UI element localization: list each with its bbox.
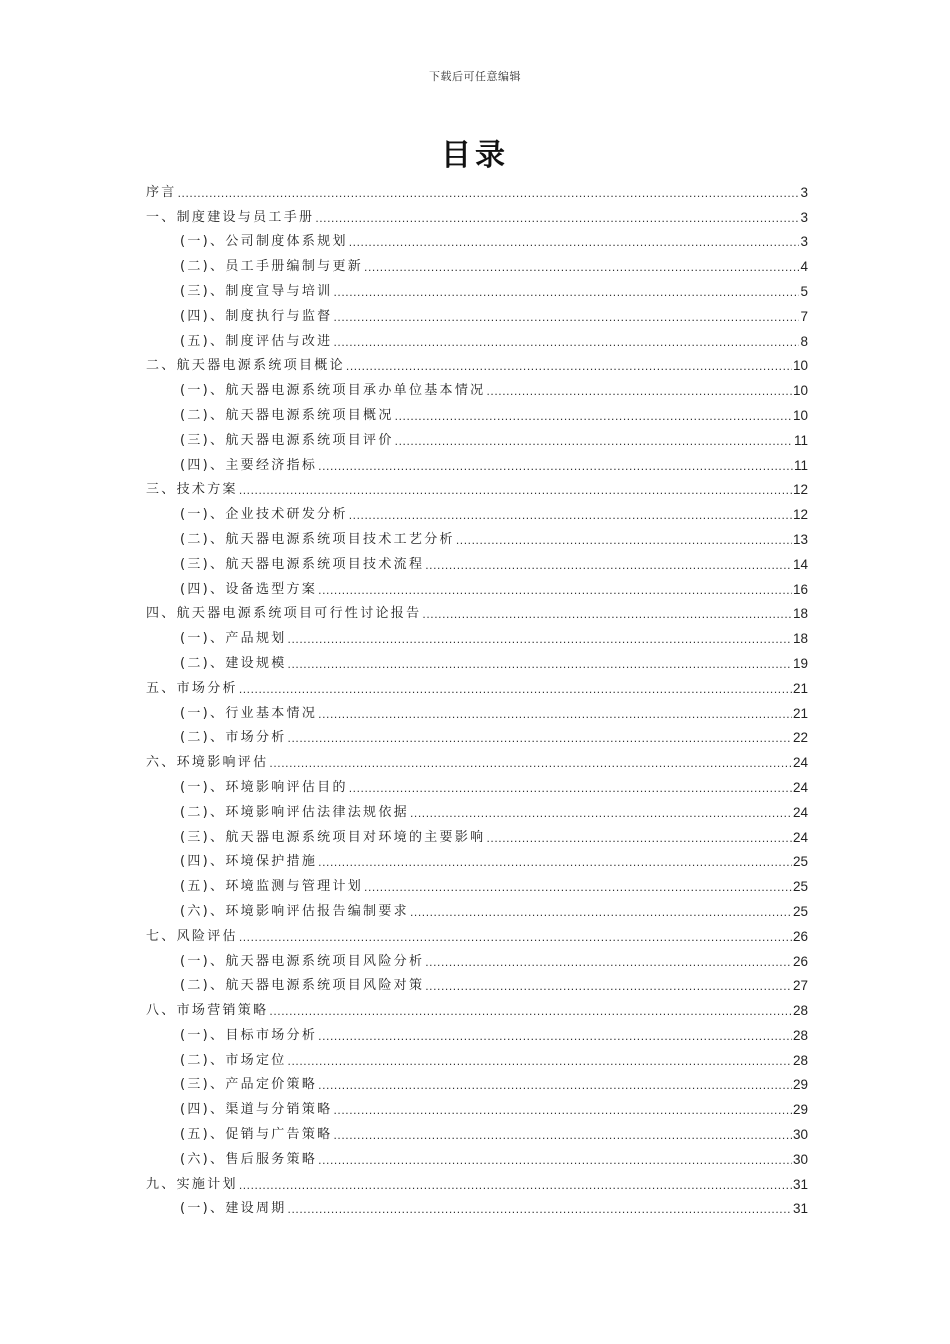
toc-dot-leader	[315, 210, 799, 226]
toc-page-number: 21	[792, 705, 808, 721]
toc-page-number: 27	[792, 978, 808, 994]
toc-page-number: 22	[792, 730, 808, 746]
toc-dot-leader	[288, 730, 792, 746]
toc-dot-leader	[425, 978, 792, 994]
toc-dot-leader	[269, 755, 792, 771]
toc-section-entry[interactable]	[146, 821, 808, 846]
toc-section-entry[interactable]	[146, 548, 808, 573]
toc-page-number: 11	[793, 457, 808, 473]
toc-entry-title: 一、制度建设与员工手册	[146, 209, 315, 225]
toc-page-number: 3	[800, 184, 808, 200]
toc-dot-leader	[239, 681, 792, 697]
toc-page-number: 25	[792, 854, 808, 870]
toc-chapter-entry[interactable]	[146, 350, 808, 375]
toc-chapter-entry[interactable]	[146, 672, 808, 697]
table-of-contents	[146, 176, 808, 1217]
toc-section-entry[interactable]	[146, 325, 808, 350]
toc-section-entry[interactable]	[146, 498, 808, 523]
toc-section-entry[interactable]	[146, 573, 808, 598]
toc-page-number: 4	[800, 259, 808, 275]
toc-entry-title: 序言	[146, 184, 177, 200]
toc-section-entry[interactable]	[146, 275, 808, 300]
toc-dot-leader	[333, 309, 799, 325]
toc-dot-leader	[288, 656, 792, 672]
toc-page-number: 26	[792, 953, 808, 969]
toc-dot-leader	[318, 706, 792, 722]
toc-page-number: 28	[792, 1003, 808, 1019]
toc-section-entry[interactable]	[146, 226, 808, 251]
toc-chapter-entry[interactable]	[146, 201, 808, 226]
toc-dot-leader	[318, 854, 792, 870]
toc-entry-title: (四)、设备选型方案	[180, 581, 318, 597]
toc-section-entry[interactable]	[146, 722, 808, 747]
toc-page-number: 24	[792, 829, 808, 845]
toc-dot-leader	[318, 1028, 792, 1044]
toc-section-entry[interactable]	[146, 697, 808, 722]
toc-section-entry[interactable]	[146, 771, 808, 796]
toc-dot-leader	[364, 259, 799, 275]
toc-entry-title: 五、市场分析	[146, 680, 238, 696]
toc-section-entry[interactable]	[146, 449, 808, 474]
toc-section-entry[interactable]	[146, 970, 808, 995]
toc-chapter-entry[interactable]	[146, 920, 808, 945]
toc-page-number: 30	[792, 1127, 808, 1143]
toc-dot-leader	[486, 383, 792, 399]
toc-page-number: 10	[792, 358, 808, 374]
toc-page-number: 24	[792, 804, 808, 820]
toc-page-number: 31	[792, 1176, 808, 1192]
toc-entry-title: (二)、航天器电源系统项目概况	[180, 407, 394, 423]
toc-entry-title: (一)、公司制度体系规划	[180, 234, 348, 250]
toc-dot-leader	[395, 433, 793, 449]
toc-dot-leader	[364, 879, 792, 895]
toc-entry-title: (二)、航天器电源系统项目技术工艺分析	[180, 531, 455, 547]
toc-dot-leader	[239, 929, 792, 945]
toc-dot-leader	[288, 631, 792, 647]
toc-page-number: 10	[792, 383, 808, 399]
toc-page-number: 28	[792, 1027, 808, 1043]
toc-entry-title: (一)、环境影响评估目的	[180, 779, 348, 795]
toc-entry-title: (五)、制度评估与改进	[180, 333, 333, 349]
toc-title: 目录	[441, 138, 509, 173]
toc-dot-leader	[486, 830, 792, 846]
toc-page-number: 25	[792, 879, 808, 895]
toc-page-number: 14	[792, 556, 808, 572]
toc-section-entry[interactable]	[146, 895, 808, 920]
toc-page-number: 13	[792, 531, 808, 547]
toc-page-number: 12	[792, 482, 808, 498]
toc-page-number: 10	[792, 407, 808, 423]
toc-entry-title: (四)、主要经济指标	[180, 457, 318, 473]
toc-section-entry[interactable]	[146, 796, 808, 821]
toc-entry-title: (四)、渠道与分销策略	[180, 1102, 333, 1118]
toc-entry-title: (二)、建设规模	[180, 655, 287, 671]
toc-entry-title: 九、实施计划	[146, 1176, 238, 1192]
toc-entry-title: (六)、售后服务策略	[180, 1151, 318, 1167]
toc-section-entry[interactable]	[146, 846, 808, 871]
toc-page-number: 3	[800, 234, 808, 250]
toc-dot-leader	[288, 1201, 792, 1217]
toc-entry-title: 六、环境影响评估	[146, 755, 269, 771]
toc-entry-title: (一)、目标市场分析	[180, 1027, 318, 1043]
toc-section-entry[interactable]	[146, 647, 808, 672]
toc-page-number: 28	[792, 1052, 808, 1068]
toc-dot-leader	[318, 1077, 792, 1093]
toc-dot-leader	[410, 904, 792, 920]
toc-entry-title: (三)、制度宣导与培训	[180, 283, 333, 299]
toc-entry-title: (二)、市场分析	[180, 730, 287, 746]
toc-section-entry[interactable]	[146, 424, 808, 449]
toc-entry-title: (三)、产品定价策略	[180, 1077, 318, 1093]
toc-section-entry[interactable]	[146, 622, 808, 647]
toc-dot-leader	[269, 1003, 792, 1019]
toc-page-number: 29	[792, 1102, 808, 1118]
toc-dot-leader	[333, 334, 799, 350]
toc-chapter-entry[interactable]	[146, 176, 808, 201]
toc-dot-leader	[178, 185, 800, 201]
toc-dot-leader	[318, 582, 792, 598]
toc-dot-leader	[333, 1102, 792, 1118]
toc-dot-leader	[349, 234, 800, 250]
toc-dot-leader	[425, 954, 792, 970]
toc-entry-title: (一)、企业技术研发分析	[180, 507, 348, 523]
toc-dot-leader	[239, 482, 792, 498]
toc-entry-title: (三)、航天器电源系统项目对环境的主要影响	[180, 829, 486, 845]
toc-page-number: 7	[800, 308, 808, 324]
toc-dot-leader	[346, 358, 792, 374]
toc-section-entry[interactable]	[146, 300, 808, 325]
toc-entry-title: (二)、员工手册编制与更新	[180, 259, 364, 275]
toc-page-number: 25	[792, 903, 808, 919]
toc-section-entry[interactable]	[146, 1019, 808, 1044]
toc-entry-title: (一)、产品规划	[180, 631, 287, 647]
toc-entry-title: 三、技术方案	[146, 482, 238, 498]
toc-entry-title: (二)、环境影响评估法律法规依据	[180, 804, 409, 820]
toc-dot-leader	[333, 284, 799, 300]
toc-dot-leader	[425, 557, 792, 573]
toc-entry-title: 四、航天器电源系统项目可行性讨论报告	[146, 606, 422, 622]
toc-dot-leader	[349, 780, 792, 796]
toc-entry-title: 二、航天器电源系统项目概论	[146, 358, 345, 374]
toc-page-number: 16	[792, 581, 808, 597]
toc-dot-leader	[318, 1152, 792, 1168]
toc-section-entry[interactable]	[146, 250, 808, 275]
toc-entry-title: (一)、航天器电源系统项目承办单位基本情况	[180, 383, 486, 399]
toc-section-entry[interactable]	[146, 1118, 808, 1143]
toc-page-number: 24	[792, 779, 808, 795]
toc-section-entry[interactable]	[146, 399, 808, 424]
toc-dot-leader	[456, 532, 792, 548]
toc-entry-title: (四)、制度执行与监督	[180, 308, 333, 324]
toc-page-number: 19	[792, 655, 808, 671]
toc-entry-title: (六)、环境影响评估报告编制要求	[180, 903, 409, 919]
toc-dot-leader	[422, 606, 792, 622]
toc-page-number: 29	[792, 1077, 808, 1093]
toc-entry-title: 八、市场营销策略	[146, 1003, 269, 1019]
toc-chapter-entry[interactable]	[146, 746, 808, 771]
toc-section-entry[interactable]	[146, 1193, 808, 1218]
toc-section-entry[interactable]	[146, 1093, 808, 1118]
toc-entry-title: (二)、航天器电源系统项目风险对策	[180, 978, 425, 994]
page-header-note: 下载后可任意编辑	[429, 70, 521, 83]
toc-chapter-entry[interactable]	[146, 994, 808, 1019]
toc-section-entry[interactable]	[146, 1069, 808, 1094]
toc-section-entry[interactable]	[146, 945, 808, 970]
toc-section-entry[interactable]	[146, 1143, 808, 1168]
toc-dot-leader	[239, 1177, 792, 1193]
toc-entry-title: (四)、环境保护措施	[180, 854, 318, 870]
toc-chapter-entry[interactable]	[146, 1168, 808, 1193]
toc-dot-leader	[333, 1127, 792, 1143]
toc-page-number: 30	[792, 1151, 808, 1167]
toc-page-number: 26	[792, 928, 808, 944]
toc-entry-title: (五)、促销与广告策略	[180, 1127, 333, 1143]
toc-section-entry[interactable]	[146, 523, 808, 548]
toc-entry-title: (五)、环境监测与管理计划	[180, 879, 364, 895]
toc-page-number: 11	[793, 432, 808, 448]
toc-page-number: 12	[792, 507, 808, 523]
toc-page-number: 24	[792, 755, 808, 771]
toc-entry-title: (三)、航天器电源系统项目技术流程	[180, 556, 425, 572]
toc-page-number: 18	[792, 606, 808, 622]
toc-dot-leader	[288, 1053, 792, 1069]
toc-chapter-entry[interactable]	[146, 598, 808, 623]
toc-dot-leader	[395, 408, 792, 424]
toc-entry-title: (一)、行业基本情况	[180, 705, 318, 721]
toc-section-entry[interactable]	[146, 870, 808, 895]
toc-page-number: 18	[792, 631, 808, 647]
toc-page-number: 5	[800, 283, 808, 299]
toc-entry-title: (三)、航天器电源系统项目评价	[180, 432, 394, 448]
toc-section-entry[interactable]	[146, 1044, 808, 1069]
toc-entry-title: 七、风险评估	[146, 928, 238, 944]
toc-entry-title: (二)、市场定位	[180, 1052, 287, 1068]
toc-entry-title: (一)、航天器电源系统项目风险分析	[180, 953, 425, 969]
toc-page-number: 3	[800, 209, 808, 225]
toc-chapter-entry[interactable]	[146, 474, 808, 499]
toc-page-number: 21	[792, 680, 808, 696]
toc-section-entry[interactable]	[146, 374, 808, 399]
toc-dot-leader	[410, 805, 792, 821]
toc-page-number: 31	[792, 1201, 808, 1217]
toc-entry-title: (一)、建设周期	[180, 1201, 287, 1217]
toc-page-number: 8	[800, 333, 808, 349]
toc-dot-leader	[318, 458, 793, 474]
toc-dot-leader	[349, 507, 792, 523]
